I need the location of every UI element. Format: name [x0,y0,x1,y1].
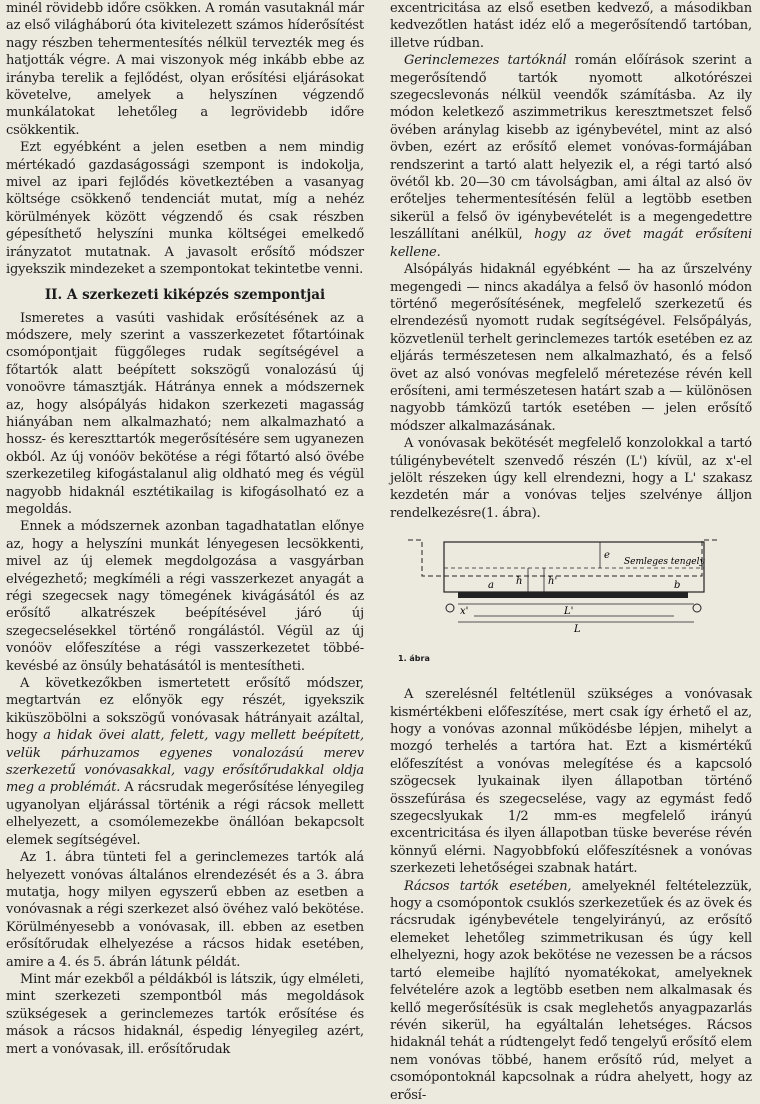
paragraph-gerinclemezes [390,52,752,261]
paragraph-racsos [390,878,752,1104]
right-support-icon [693,604,701,612]
girder [444,542,704,592]
left-support-icon [446,604,454,612]
paragraph-intro: minél rövidebb időre csökken. A román vasutaknál már az első világháború óta kivitelezett számos híderősítést nagy részben tehermentesítés nélkül tervezték meg és hatjották végre. A mai viszonyok még inkább ebbe az irányba terelik a fejlődést, olyan erősítési eljárásokat követelve, amelyek a helyszínen végzendő munkálatokat lehetőleg a legrövidebb időre csökkentik. [6,1,364,138]
paragraph-continuation: excentricitása az első esetben kedvező, a másodikban kedvezőtlen hatást idéz elő a megerősítendő tartóban, illetve rúdban. [390,1,752,51]
figure-caption: 1. ábra [398,654,430,664]
paragraph-mint: Mint már ezekből a példákból is látszik, úgy elméleti, mint szerkezeti szempontból más megoldások szükségesek a gerinclemezes tartók erősítése és mások a rácsos hidaknál, éspedig lényegileg azért, mert a vonóvasak, ill. erősítőrudak [6,971,364,1057]
label-b: b [674,580,681,592]
text-run: A következőkben ismertetett erősítő módszer, megtartván ez előnyök egy részét, igyekszik kiküszöbölni a sokszögű vonóvasak hátrányait azáltal, hogy [6,676,364,744]
paragraph-vonovasak: A vonóvasak bekötését megfelelő konzolokkal a tartó túligénybevételt szenvedő részén (L') kívül, az x'-el jelölt részeken úgy kell elrendezni, hogy a L' szakasz kezdetén már a vonóvas teljes szelvénye álljon rendelkezésre(1. ábra). [390,436,752,521]
text-run: amelyeknél feltételezzük, hogy a csomópontok csuklós szerkezetűek és az övek és rácsrudak igénybevétele tengelyirányú, az erősítő elemeket lehetőleg szimmetrikusan és úgy kell elhelyezni, hogy azok bekötése ne vezessen be a rácsos tartó elemeibe hajlító nyomatékokat, amelyeknek felvételére azok a legtöbb esetben nem alkalmasak és kellő megerősítésük is csak meglehetős anyagpazarlás révén sikerül, ha egyáltalán lehetséges. Rácsos hidaknál tehát a rúdtengelyt fedő tengelyű erősítő elem nem vonóvas többé, hanem erősítő rúd, melyet a csomópontoknál kapcsolnak a rúdra ahelyett, hogy az erősí- [390,878,752,1103]
paragraph-ismeretes: Ismeretes a vasúti vashidak erősítésének az a módszere, mely szerint a vasszerkezetet főtartóinak csomópontjait függőleges rudak segítségével a főtartók alatt beépített sokszögű vonalozású új vonoövre támasztják. Hátránya ennek a módszernek az, hogy alsópályás hidakon szerkezeti magasság hiányában nem alkalmazható; nem alkalmazható a hossz- és kereszttartók megerősítésére sem ugyanezen okból. Az új vonóöv bekötése a régi főtartó alsó övébe szerkezetileg kifogástalanul alig oldható meg és végül nagyobb hidaknál esztétikailag is kifogásolható ez a megoldás. [6,310,364,517]
label-x-prime: x' [460,606,469,618]
paragraph-ezt: Ezt egyébként a jelen esetben a nem mindig mértékadó gazdaságossági szempont is indokolja, mivel az ipari fejlődés következtében a vasanyag költsége csökkenő tendenciát mutat, míg a nehéz körülmények között végzendő és csak részben gépesíthető helyszíni munka költségei emelkedő irányzatot mutatnak. A javasolt erősítő módszer igyekszik mindezeket a szempontokat tekintetbe venni. [6,140,364,278]
label-L: L [574,624,581,636]
tension-rod [458,592,688,598]
label-h: h [516,576,523,588]
text-run: A rácsrudak megerősítése lényegileg ugyanolyan eljárással történik a régi rácsok mellett elhelyezett, a csomólemezekbe önállóan bekapcsolt elemek segítségével. [6,780,365,848]
label-a: a [488,580,494,592]
figure-1 [398,528,724,678]
left-column [6,0,364,1058]
italic-text-run: a hidak övei alatt, felett, vagy mellett beépített, velük párhuzamos egyenes vonalozású merev szerkezetű vonóvasakkal, vagy erősítőrudakkal oldja meg a problémát. [6,728,364,796]
paragraph-szerelesnel: A szerelésnél feltétlenül szükséges a vonóvasak kismértékbeni előfeszítése, mert csak így érhető el az, hogy a vonóvas azonnal működésbe lépjen, mihelyt a mozgó terhelés a tartóra hat. Ezt a kismértékű előfeszítést a vonóvas melegítése és a kapcsoló szögecsek lyukainak ilyen állapotban történő összefúrása és szegecselése, vagy az egymást fedő szegecslyukak 1/2 mm-es megfelelő irányú excentricitása és ilyen állapotban tüske beverése révén könnyű elérni. Nagyobbfokú előfeszítésnek a vonóvas szerkezeti lehetőségei szabnak határt. [390,687,752,877]
right-column [390,0,752,1104]
text-run: román előírások szerint a megerősítendő tartók nyomott alkotórészei szegecslevonás nélkül veendők számításba. Az ily módon keletkező aszimmetrikus keresztmetszet felső övében aránylag kisebb az igénybevétel, mint az alsó övben, ezért az erősítő elemet vonóvas-formájában rendszerint a tartó alatt helyezik el, a régi tartó alsó övétől kb. 20—30 cm távolságban, ami által az alsó öv erőteljes tehermentesítésén felül a legtöbb esetben sikerül a felső öv igénybevételét is a megengedettre leszállítani anélkül, [390,53,752,243]
italic-text-run: Rácsos tartók esetében, [404,878,572,894]
girder-diagram [404,528,724,668]
label-L-prime: L' [564,606,574,618]
label-e: e [604,550,610,562]
neutral-axis-label: Semleges tengely [624,557,705,568]
paragraph-az1: Az 1. ábra tünteti fel a gerinclemezes tartók alá helyezett vonóvas általános elrendezését és a 3. ábra mutatja, hogy milyen egyszerű ebben az esetben a vonóvasnak a régi szerkezet alsó övéhez való bekötése. Körülményesebb a vonóvasak, ill. ebben az esetben erősítőrudak elhelyezése a rácsos hidak esetében, amire a 4. és 5. ábrán látunk példát. [6,850,364,970]
paragraph-alsopalyas: Alsópályás hidaknál egyébként — ha az űrszelvény megengedi — nincs akadálya a felső öv hasonló módon történő megerősítésének, megfelelő szerkezetű és elrendezésű nyomott rudak segítségével. Felsőpályás, közvetlenül terhelt gerinclemezes tartók esetében ez az eljárás természetesen nem alkalmazható, és a felső övet az alsó vonóvas megfelelő méretezése révén kell erősíteni, ami természetesen határt szab a — különösen nagyobb támközű tartók esetében — jelen erősítő módszer alkalmazásának. [390,262,752,434]
italic-text-run: Gerinclemezes tartóknál [404,53,567,69]
italic-text-run: hogy az övet magát erősíteni kellene. [390,227,752,260]
paragraph-ennek: Ennek a módszernek azonban tagadhatatlan előnye az, hogy a helyszíni munkát lényegesen lecsökkenti, mivel az új elemek megdolgozása a vasgyárban elvégezhető; megkíméli a régi vasszerkezet anyagát a régi szegecsek nagy tömegének kivágásától és az erősítő alkatrészek beépítésével járó új szegecselésekkel történő rongálástól. Végül az új vonóöv előfeszítése a régi vasszerkezetet többé-kevésbé az önsúly behatásától is mentesítheti. [6,519,364,674]
paragraph-kovetkezokben [6,675,364,849]
label-h-prime: h' [548,576,558,588]
section-heading: II. A szerkezeti kiképzés szempontjai [44,286,326,303]
